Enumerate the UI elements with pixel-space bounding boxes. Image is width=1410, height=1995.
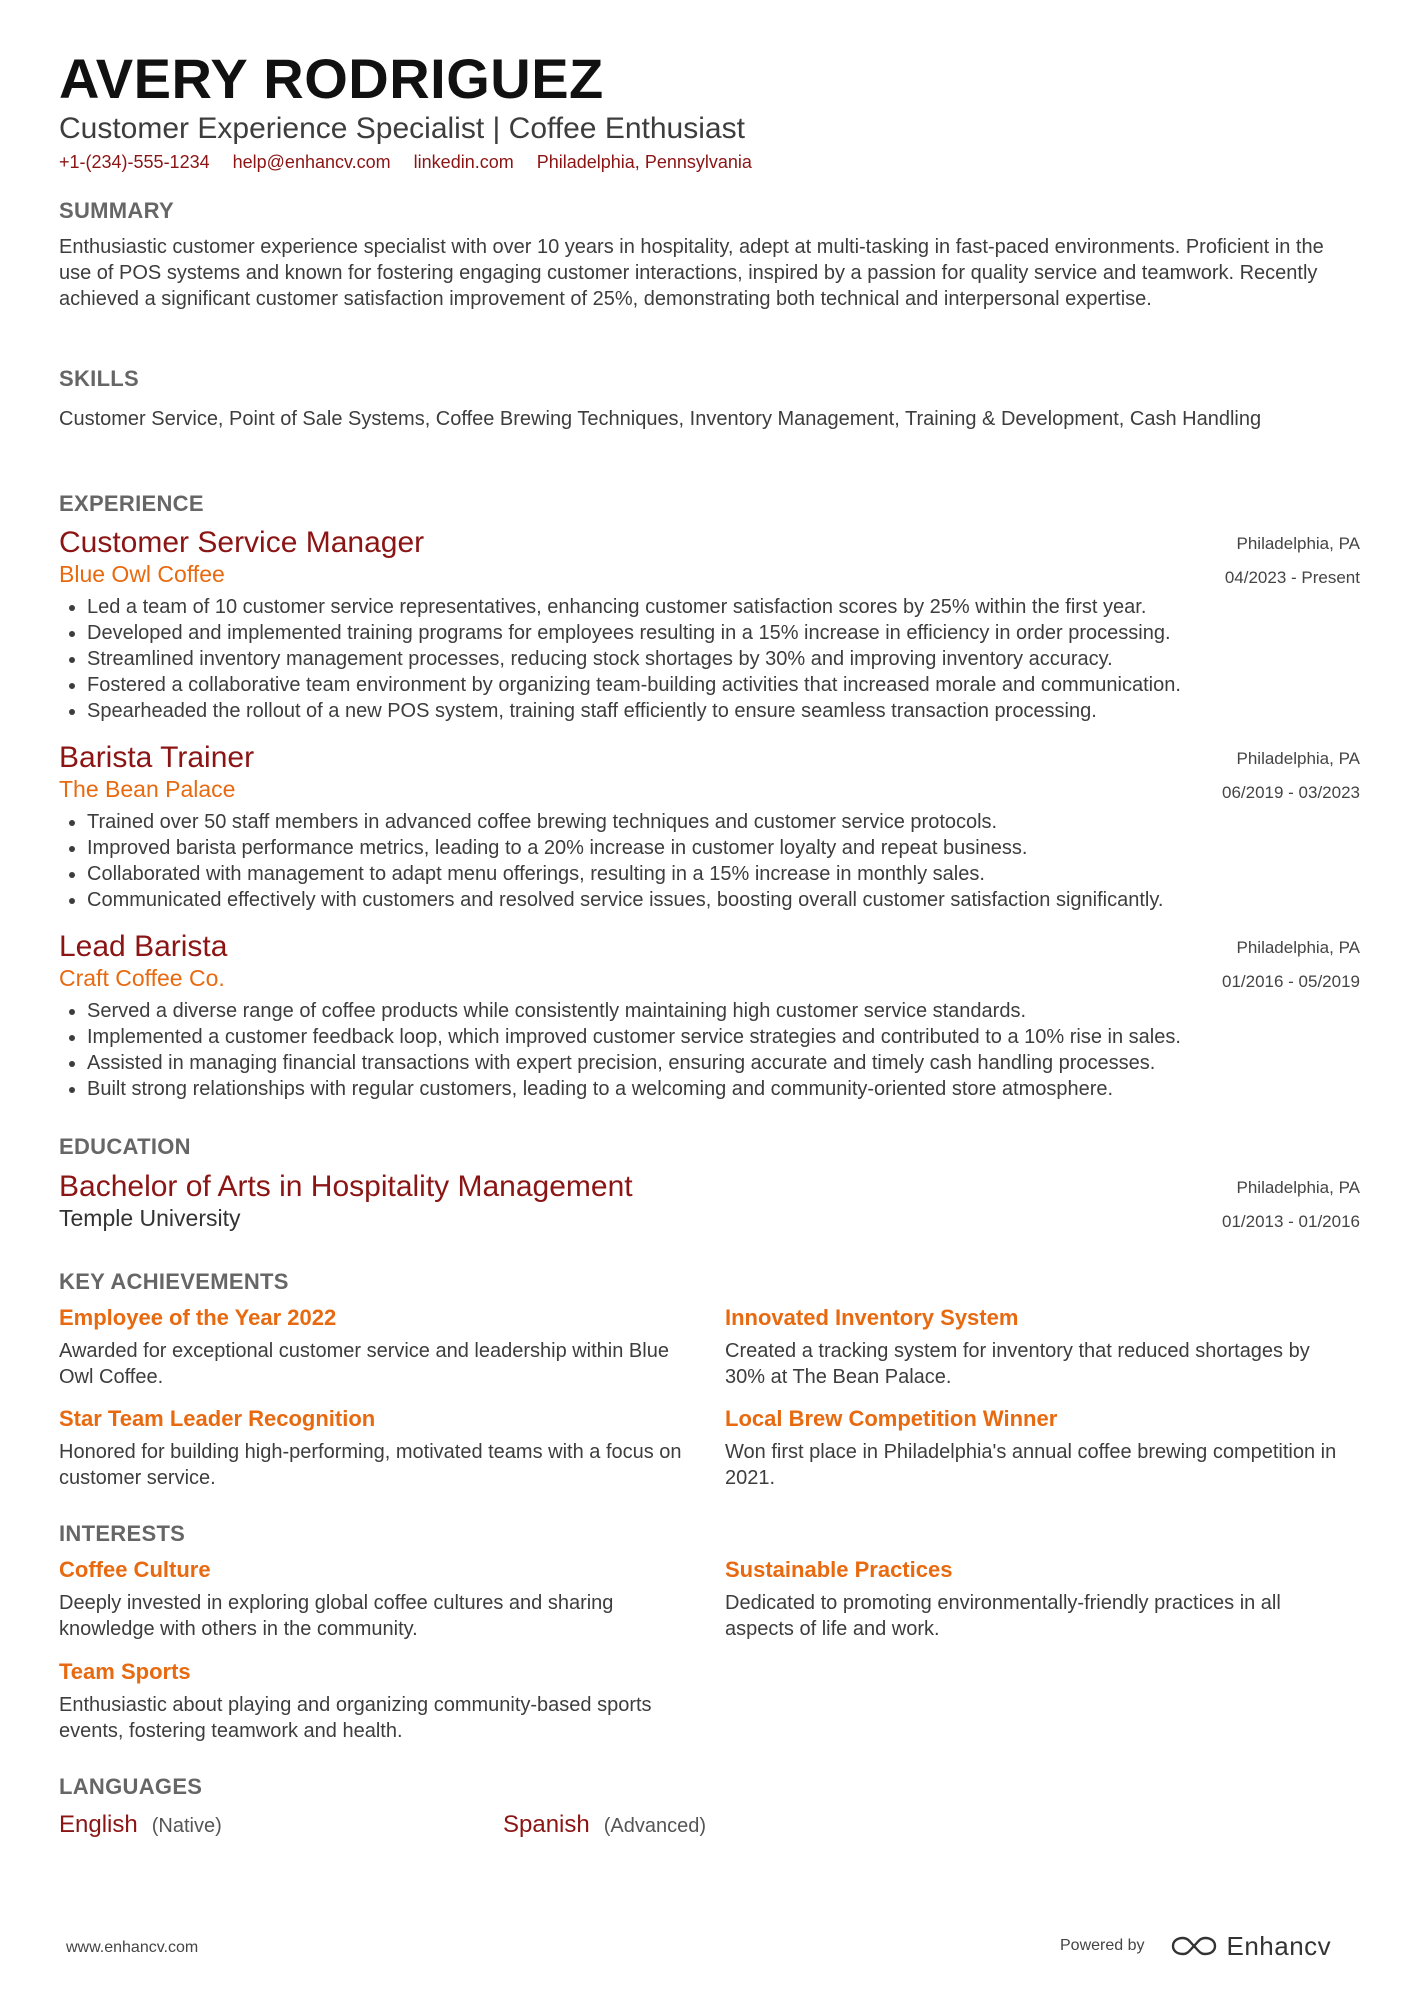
summary-heading: SUMMARY xyxy=(59,198,174,223)
job-location: Philadelphia, PA xyxy=(1236,938,1360,957)
job-dates: 06/2019 - 03/2023 xyxy=(1221,783,1360,802)
bullet-item: • Implemented a customer feedback loop, which improved customer service strategies and contributed to a 10% rise in sales. xyxy=(87,1024,1359,1050)
bullet-item: • Streamlined inventory management processes, reducing stock shortages by 30% and improving inventory accuracy. xyxy=(87,646,1359,672)
language-level: (Advanced) xyxy=(603,1815,707,1837)
interest-text: Dedicated to promoting environmentally-friendly practices in all aspects of life and work. xyxy=(725,1592,1281,1640)
language-name: English xyxy=(59,1811,138,1838)
bullet-item: • Improved barista performance metrics, leading to a 20% increase in customer loyalty and repeat business. xyxy=(87,835,1359,861)
bullet-item: • Developed and implemented training programs for employees resulting in a 15% increase in efficiency in order processing. xyxy=(87,620,1359,646)
achievement-item xyxy=(725,1304,1355,1390)
job-dates: 01/2016 - 05/2019 xyxy=(1221,972,1360,991)
achievement-title: Employee of the Year 2022 xyxy=(59,1305,337,1330)
achievement-item xyxy=(59,1304,689,1390)
job-company: The Bean Palace xyxy=(59,776,236,802)
bullet-item: • Built strong relationships with regular customers, leading to a welcoming and community-oriented store atmosphere. xyxy=(87,1076,1359,1102)
candidate-name: AVERY RODRIGUEZ xyxy=(59,47,604,110)
bullet-item: • Led a team of 10 customer service representatives, enhancing customer satisfaction scores by 25% within the first year. xyxy=(87,594,1359,620)
job-location: Philadelphia, PA xyxy=(1236,534,1360,553)
job-entry xyxy=(59,930,1359,1102)
interest-title: Team Sports xyxy=(59,1659,191,1684)
job-role: Customer Service Manager xyxy=(59,526,425,559)
achievement-text: Honored for building high-performing, motivated teams with a focus on customer service. xyxy=(59,1441,682,1489)
job-bullets xyxy=(59,594,1359,724)
bullet-item: • Trained over 50 staff members in advanced coffee brewing techniques and customer service protocols. xyxy=(87,809,1359,835)
job-dates: 04/2023 - Present xyxy=(1224,568,1360,587)
job-company: Craft Coffee Co. xyxy=(59,965,225,991)
bullet-item: • Communicated effectively with customers and resolved service issues, boosting overall customer satisfaction significantly. xyxy=(87,887,1359,913)
contact-info xyxy=(59,151,770,173)
degree-title: Bachelor of Arts in Hospitality Management xyxy=(59,1170,633,1203)
job-location: Philadelphia, PA xyxy=(1236,749,1360,768)
bullet-item: • Collaborated with management to adapt menu offerings, resulting in a 15% increase in monthly sales. xyxy=(87,861,1359,887)
language-item xyxy=(503,1810,706,1841)
languages-heading: LANGUAGES xyxy=(59,1774,203,1799)
interest-item xyxy=(725,1556,1355,1642)
achievement-title: Local Brew Competition Winner xyxy=(725,1406,1058,1431)
linkedin-link[interactable]: linkedin.com xyxy=(413,152,514,172)
experience-heading: EXPERIENCE xyxy=(59,491,204,516)
interest-item xyxy=(59,1658,689,1744)
powered-by-text: Powered by xyxy=(1060,1937,1145,1954)
education-dates: 01/2013 - 01/2016 xyxy=(1221,1212,1360,1231)
bullet-item: • Assisted in managing financial transactions with expert precision, ensuring accurate and timely cash handling processes. xyxy=(87,1050,1359,1076)
job-role: Lead Barista xyxy=(59,930,228,963)
interest-item xyxy=(59,1556,689,1642)
achievement-item xyxy=(725,1405,1355,1491)
education-entry xyxy=(59,1170,1359,1232)
skills-heading: SKILLS xyxy=(59,366,140,391)
interest-title: Coffee Culture xyxy=(59,1557,211,1582)
interests-heading: INTERESTS xyxy=(59,1521,186,1546)
interest-text: Deeply invested in exploring global coffee cultures and sharing knowledge with others in the community. xyxy=(59,1592,614,1640)
bullet-item: • Spearheaded the rollout of a new POS system, training staff efficiently to ensure seamless transaction processing. xyxy=(87,698,1359,724)
education-heading: EDUCATION xyxy=(59,1134,191,1159)
job-company: Blue Owl Coffee xyxy=(59,561,225,587)
bullet-item: • Fostered a collaborative team environment by organizing team-building activities that increased morale and communication. xyxy=(87,672,1359,698)
summary-text: Enthusiastic customer experience specialist with over 10 years in hospitality, adept at multi-tasking in fast-paced environments. Proficient in the use of POS systems and known for fostering engaging customer interactions, inspired by a passion for quality service and teamwork. Recently achieved a significant customer satisfaction improvement of 25%, demonstrating both technical and interpersonal expertise. xyxy=(59,236,1324,310)
achievement-text: Won first place in Philadelphia's annual coffee brewing competition in 2021. xyxy=(725,1441,1337,1489)
interest-title: Sustainable Practices xyxy=(725,1557,953,1582)
interest-text: Enthusiastic about playing and organizing community-based sports events, fostering teamwork and health. xyxy=(59,1694,652,1742)
achievement-item xyxy=(59,1405,689,1491)
job-entry xyxy=(59,741,1359,913)
achievement-title: Star Team Leader Recognition xyxy=(59,1406,376,1431)
achievement-title: Innovated Inventory System xyxy=(725,1305,1019,1330)
location-text: Philadelphia, Pennsylvania xyxy=(536,152,752,172)
language-level: (Native) xyxy=(151,1815,222,1837)
enhancv-brand-text: Enhancv xyxy=(1226,1930,1332,1961)
job-bullets xyxy=(59,809,1359,913)
candidate-title: Customer Experience Specialist | Coffee Enthusiast xyxy=(59,112,745,145)
achievement-text: Awarded for exceptional customer service and leadership within Blue Owl Coffee. xyxy=(59,1340,669,1388)
achievements-heading: KEY ACHIEVEMENTS xyxy=(59,1269,289,1294)
school-name: Temple University xyxy=(59,1205,241,1231)
job-role: Barista Trainer xyxy=(59,741,255,774)
achievement-text: Created a tracking system for inventory that reduced shortages by 30% at The Bean Palace. xyxy=(725,1340,1310,1388)
skills-text: Customer Service, Point of Sale Systems, Coffee Brewing Techniques, Inventory Management, Training & Development, Cash Handling xyxy=(59,408,1262,430)
enhancv-logo-icon xyxy=(1171,1934,1217,1958)
job-bullets xyxy=(59,998,1359,1102)
footer-branding xyxy=(1060,1926,1331,1966)
language-name: Spanish xyxy=(503,1811,590,1838)
email-link[interactable]: help@enhancv.com xyxy=(232,152,391,172)
education-location: Philadelphia, PA xyxy=(1236,1178,1360,1197)
bullet-item: • Served a diverse range of coffee products while consistently maintaining high customer service standards. xyxy=(87,998,1359,1024)
job-entry xyxy=(59,526,1359,724)
language-item xyxy=(59,1810,222,1841)
footer-website-link[interactable]: www.enhancv.com xyxy=(66,1939,199,1956)
phone-link[interactable]: +1-(234)-555-1234 xyxy=(59,152,210,172)
